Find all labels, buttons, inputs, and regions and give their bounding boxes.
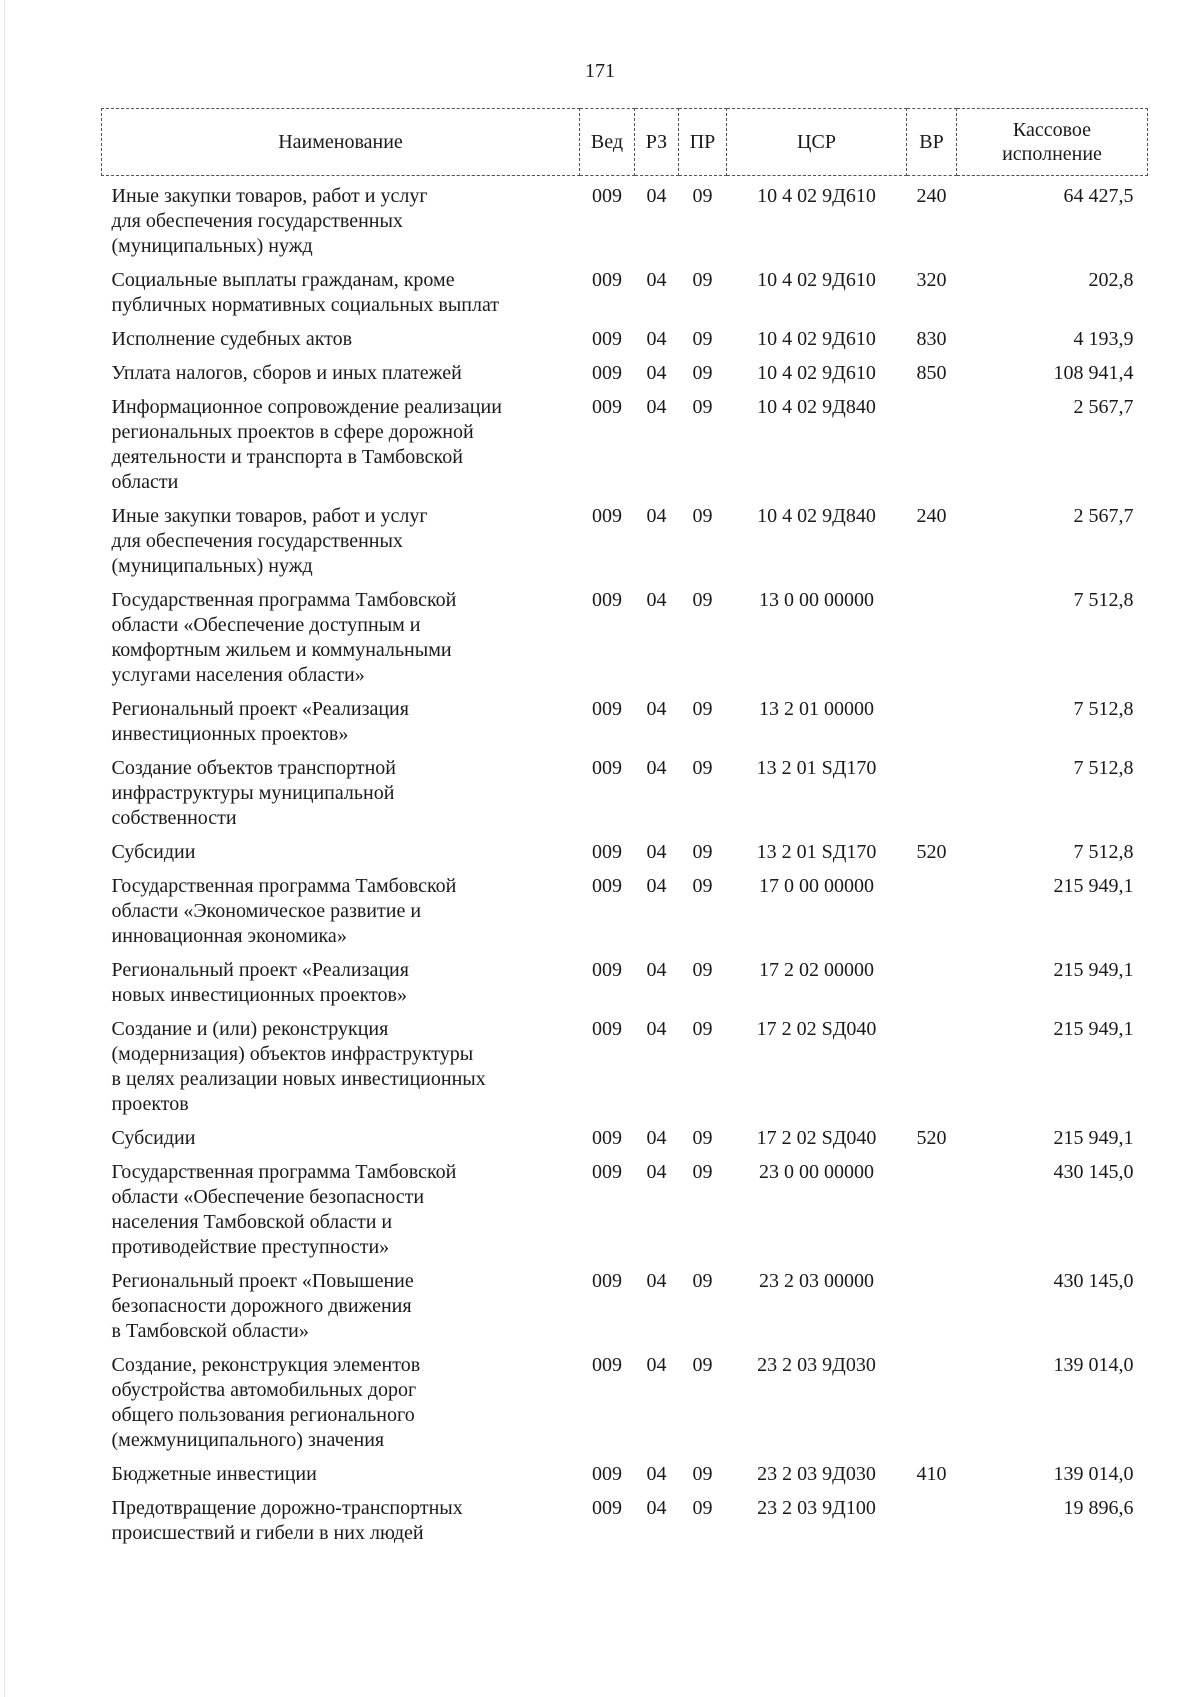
row-amount: 215 949,1 <box>1053 1127 1134 1149</box>
row-name <box>102 1017 580 1126</box>
row-name-text: Региональный проект «Реализация инвестиционных проектов» <box>111 698 409 745</box>
row-rz: 04 <box>646 1127 667 1149</box>
row-vr <box>907 1017 957 1126</box>
row-pr: 09 <box>692 269 713 291</box>
row-ved: 009 <box>592 185 622 207</box>
row-pr: 09 <box>692 1018 713 1040</box>
row-rz: 04 <box>646 757 667 779</box>
row-ved: 009 <box>592 362 622 384</box>
row-rz: 04 <box>646 185 667 207</box>
row-amount: 64 427,5 <box>1063 185 1134 207</box>
row-csr: 10 4 02 9Д840 <box>757 505 876 527</box>
row-name-text: Государственная программа Тамбовской области «Экономическое развитие и инновационная экономика» <box>111 875 457 947</box>
row-pr: 09 <box>692 589 713 611</box>
row-amount: 215 949,1 <box>1053 1018 1134 1040</box>
table-row <box>102 840 1148 874</box>
table-row <box>102 1353 1148 1462</box>
row-csr: 23 2 03 00000 <box>759 1270 874 1292</box>
table-row <box>102 1017 1148 1126</box>
budget-table <box>101 108 1148 1555</box>
row-csr: 17 2 02 SД040 <box>756 1127 877 1149</box>
row-vr: 830 <box>916 328 947 350</box>
row-amount: 2 567,7 <box>1073 505 1134 527</box>
row-name <box>102 958 580 1017</box>
row-name <box>102 1353 580 1462</box>
table-row <box>102 756 1148 840</box>
row-name-text: Информационное сопровождение реализации региональных проектов в сфере дорожной деятельности и транспорта в Тамбовской области <box>111 396 502 493</box>
row-name <box>102 1160 580 1269</box>
row-name <box>102 1462 580 1496</box>
row-ved: 009 <box>592 1354 622 1376</box>
row-name-text: Уплата налогов, сборов и иных платежей <box>111 362 462 384</box>
row-ved: 009 <box>592 1270 622 1292</box>
row-pr: 09 <box>692 185 713 207</box>
row-pr: 09 <box>692 1127 713 1149</box>
row-rz: 04 <box>646 698 667 720</box>
row-amount: 215 949,1 <box>1053 959 1134 981</box>
row-rz: 04 <box>646 1497 667 1519</box>
row-name-text: Субсидии <box>111 841 196 863</box>
table-row <box>102 1126 1148 1160</box>
row-amount: 7 512,8 <box>1073 698 1134 720</box>
row-ved: 009 <box>592 959 622 981</box>
row-pr: 09 <box>692 1463 713 1485</box>
row-ved: 009 <box>592 841 622 863</box>
row-rz: 04 <box>646 1463 667 1485</box>
row-csr: 10 4 02 9Д610 <box>757 269 876 291</box>
row-name-text: Создание и (или) реконструкция (модернизация) объектов инфраструктуры в целях реализации новых инвестиционных проектов <box>111 1018 486 1115</box>
row-csr: 10 4 02 9Д840 <box>757 396 876 418</box>
row-vr: 520 <box>916 1127 947 1149</box>
row-rz: 04 <box>646 362 667 384</box>
row-name <box>102 1269 580 1353</box>
row-name <box>102 1496 580 1555</box>
row-pr: 09 <box>692 362 713 384</box>
row-vr <box>907 1353 957 1462</box>
row-name-text: Создание, реконструкция элементов обустройства автомобильных дорог общего пользования регионального (межмуниципального) значения <box>111 1354 421 1451</box>
row-name-text: Исполнение судебных актов <box>111 328 353 350</box>
row-vr <box>907 1269 957 1353</box>
row-rz: 04 <box>646 396 667 418</box>
row-vr <box>907 588 957 697</box>
row-name-text: Предотвращение дорожно-транспортных происшествий и гибели в них людей <box>111 1497 463 1544</box>
row-vr: 240 <box>916 185 947 207</box>
table-row <box>102 958 1148 1017</box>
row-name-text: Бюджетные инвестиции <box>111 1463 317 1485</box>
row-pr: 09 <box>692 396 713 418</box>
table-row <box>102 395 1148 504</box>
row-name <box>102 504 580 588</box>
row-name-text: Государственная программа Тамбовской области «Обеспечение доступным и комфортным жильем и коммунальными услугами населения области» <box>111 589 457 686</box>
row-ved: 009 <box>592 1463 622 1485</box>
row-amount: 139 014,0 <box>1053 1463 1134 1485</box>
row-pr: 09 <box>692 841 713 863</box>
row-amount: 7 512,8 <box>1073 589 1134 611</box>
row-ved: 009 <box>592 1018 622 1040</box>
row-ved: 009 <box>592 589 622 611</box>
header-amount: Кассовое исполнение <box>957 109 1148 176</box>
row-rz: 04 <box>646 841 667 863</box>
table-row <box>102 1496 1148 1555</box>
row-csr: 10 4 02 9Д610 <box>757 185 876 207</box>
row-vr: 520 <box>916 841 947 863</box>
row-ved: 009 <box>592 698 622 720</box>
row-pr: 09 <box>692 959 713 981</box>
row-pr: 09 <box>692 875 713 897</box>
row-amount: 4 193,9 <box>1073 328 1134 350</box>
table-row <box>102 327 1148 361</box>
row-csr: 10 4 02 9Д610 <box>757 328 876 350</box>
table-row <box>102 697 1148 756</box>
row-ved: 009 <box>592 1497 622 1519</box>
row-csr: 23 0 00 00000 <box>759 1161 874 1183</box>
row-rz: 04 <box>646 328 667 350</box>
page-number: 171 <box>585 60 615 82</box>
row-pr: 09 <box>692 1354 713 1376</box>
row-rz: 04 <box>646 269 667 291</box>
row-rz: 04 <box>646 1161 667 1183</box>
table-row <box>102 176 1148 269</box>
row-name <box>102 840 580 874</box>
row-pr: 09 <box>692 328 713 350</box>
row-name <box>102 697 580 756</box>
row-vr <box>907 1160 957 1269</box>
row-ved: 009 <box>592 269 622 291</box>
row-csr: 17 0 00 00000 <box>759 875 874 897</box>
table-row <box>102 1462 1148 1496</box>
row-csr: 17 2 02 00000 <box>759 959 874 981</box>
row-amount: 108 941,4 <box>1053 362 1134 384</box>
row-amount: 2 567,7 <box>1073 396 1134 418</box>
row-pr: 09 <box>692 698 713 720</box>
row-ved: 009 <box>592 875 622 897</box>
row-rz: 04 <box>646 589 667 611</box>
row-ved: 009 <box>592 396 622 418</box>
row-csr: 17 2 02 SД040 <box>756 1018 877 1040</box>
table-row <box>102 588 1148 697</box>
row-amount: 7 512,8 <box>1073 841 1134 863</box>
row-rz: 04 <box>646 959 667 981</box>
row-vr: 240 <box>916 505 947 527</box>
header-vr: ВР <box>907 109 957 176</box>
row-vr <box>907 1496 957 1555</box>
row-amount: 139 014,0 <box>1053 1354 1134 1376</box>
row-amount: 202,8 <box>1088 269 1134 291</box>
row-name-text: Региональный проект «Реализация новых инвестиционных проектов» <box>111 959 409 1006</box>
row-rz: 04 <box>646 1354 667 1376</box>
row-name <box>102 268 580 327</box>
row-amount: 215 949,1 <box>1053 875 1134 897</box>
row-amount: 430 145,0 <box>1053 1161 1134 1183</box>
row-csr: 10 4 02 9Д610 <box>757 362 876 384</box>
row-name <box>102 395 580 504</box>
row-csr: 13 2 01 SД170 <box>756 841 877 863</box>
table-header <box>102 109 1148 176</box>
row-csr: 13 2 01 00000 <box>759 698 874 720</box>
row-name <box>102 874 580 958</box>
table-row <box>102 361 1148 395</box>
row-name <box>102 361 580 395</box>
row-name-text: Региональный проект «Повышение безопасности дорожного движения в Тамбовской области» <box>111 1270 414 1342</box>
row-name <box>102 176 580 269</box>
row-ved: 009 <box>592 757 622 779</box>
row-amount: 19 896,6 <box>1063 1497 1134 1519</box>
table-row <box>102 268 1148 327</box>
row-ved: 009 <box>592 505 622 527</box>
row-vr <box>907 395 957 504</box>
table-body <box>102 176 1148 1556</box>
row-vr <box>907 697 957 756</box>
row-csr: 13 0 00 00000 <box>759 589 874 611</box>
header-rz: РЗ <box>635 109 679 176</box>
table-row <box>102 874 1148 958</box>
row-pr: 09 <box>692 1270 713 1292</box>
row-ved: 009 <box>592 328 622 350</box>
row-rz: 04 <box>646 1018 667 1040</box>
row-csr: 23 2 03 9Д100 <box>757 1497 876 1519</box>
row-name <box>102 327 580 361</box>
row-amount: 430 145,0 <box>1053 1270 1134 1292</box>
row-rz: 04 <box>646 1270 667 1292</box>
row-vr <box>907 874 957 958</box>
row-vr <box>907 958 957 1017</box>
row-pr: 09 <box>692 1497 713 1519</box>
row-rz: 04 <box>646 875 667 897</box>
scan-edge-left <box>4 0 5 1697</box>
header-row <box>102 109 1148 176</box>
row-csr: 13 2 01 SД170 <box>756 757 877 779</box>
row-name-text: Создание объектов транспортной инфраструктуры муниципальной собственности <box>111 757 397 829</box>
row-csr: 23 2 03 9Д030 <box>757 1354 876 1376</box>
row-ved: 009 <box>592 1161 622 1183</box>
row-pr: 09 <box>692 1161 713 1183</box>
table-row <box>102 1160 1148 1269</box>
table-row <box>102 504 1148 588</box>
row-name <box>102 1126 580 1160</box>
row-rz: 04 <box>646 505 667 527</box>
header-name: Наименование <box>102 109 580 176</box>
row-pr: 09 <box>692 505 713 527</box>
row-pr: 09 <box>692 757 713 779</box>
row-amount: 7 512,8 <box>1073 757 1134 779</box>
row-name <box>102 756 580 840</box>
row-name-text: Социальные выплаты гражданам, кроме публичных нормативных социальных выплат <box>111 269 500 316</box>
row-name-text: Государственная программа Тамбовской области «Обеспечение безопасности населения Тамбовской области и противодействие преступности» <box>111 1161 457 1258</box>
row-name-text: Иные закупки товаров, работ и услуг для обеспечения государственных (муниципальных) нужд <box>111 505 428 577</box>
row-name <box>102 588 580 697</box>
row-name-text: Иные закупки товаров, работ и услуг для обеспечения государственных (муниципальных) нужд <box>111 185 428 257</box>
row-vr <box>907 756 957 840</box>
header-ved: Вед <box>580 109 635 176</box>
row-name-text: Субсидии <box>111 1127 196 1149</box>
header-pr: ПР <box>679 109 727 176</box>
row-vr: 320 <box>916 269 947 291</box>
row-vr: 850 <box>916 362 947 384</box>
header-csr: ЦСР <box>727 109 907 176</box>
table-row <box>102 1269 1148 1353</box>
row-csr: 23 2 03 9Д030 <box>757 1463 876 1485</box>
row-ved: 009 <box>592 1127 622 1149</box>
row-vr: 410 <box>916 1463 947 1485</box>
